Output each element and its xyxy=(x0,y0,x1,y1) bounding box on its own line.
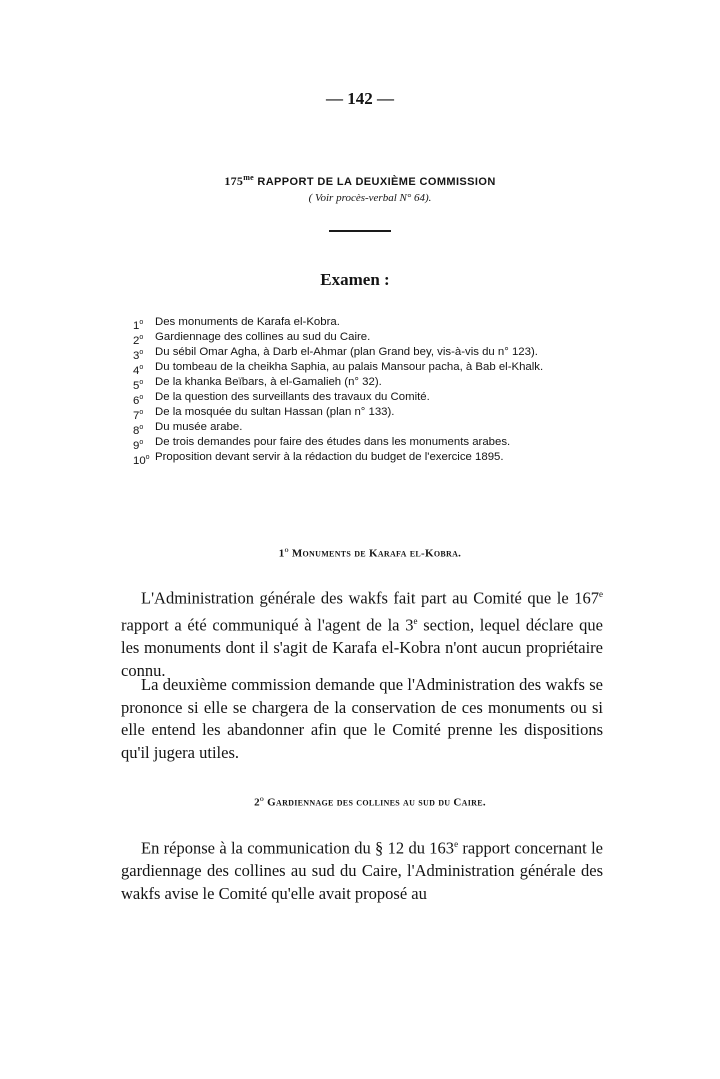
title-divider xyxy=(329,230,391,232)
list-item: 9$^o$ De trois demandes pour faire des études dans les monuments arabes. xyxy=(133,436,511,452)
page-number: — 142 — xyxy=(326,89,394,108)
examen-list xyxy=(133,315,603,465)
section-heading-karafa: 1$^o$ Monuments de Karafa el-Kobra. xyxy=(278,546,462,560)
list-item-text: Proposition devant servir à la rédaction du budget de l'exercice 1895. xyxy=(155,451,504,463)
list-item: 6$^o$ De la question des surveillants des travaux du Comité. xyxy=(133,391,430,407)
examen-heading: Examen : xyxy=(320,270,390,289)
section-heading-text: Gardiennage des collines au sud du Caire. xyxy=(267,796,486,809)
list-item: 10$^o$ Proposition devant servir à la rédaction du budget de l'exercice 1895. xyxy=(133,451,504,467)
list-item: 5$^o$ De la khanka Beïbars, à el-Gamalieh (n° 32). xyxy=(133,376,382,392)
list-item-text: Des monuments de Karafa el-Kobra. xyxy=(155,316,340,328)
list-item: 7$^o$ De la mosquée du sultan Hassan (plan n° 133). xyxy=(133,406,395,422)
list-item-text: Gardiennage des collines au sud du Caire. xyxy=(155,331,371,343)
section-heading-text: Monuments de Karafa el-Kobra. xyxy=(291,547,462,560)
list-item-text: De la mosquée du sultan Hassan (plan n° 133). xyxy=(155,406,395,418)
paragraph-karafa-2: La deuxième commission demande que l'Administration des wakfs se prononce si elle se chargera de la conservation de ces monuments ou si elle entend les abandonner afin que le Comité prenne les dispositions qu'il jugera utiles. xyxy=(121,675,603,762)
list-item: 3$^o$ Du sébil Omar Agha, à Darb el-Ahmar (plan Grand bey, vis-à-vis du n° 123). xyxy=(133,346,538,362)
section-heading-gardiennage: 2$^o$ Gardiennage des collines au sud du Caire. xyxy=(254,795,486,809)
list-item: 4$^o$ Du tombeau de la cheikha Saphia, au palais Mansour pacha, à Bab el-Khalk. xyxy=(133,361,544,377)
report-title xyxy=(0,173,720,189)
report-title-number: 175 xyxy=(224,174,244,188)
list-item: 1$^o$ Des monuments de Karafa el-Kobra. xyxy=(133,316,340,332)
list-item: 8$^o$ Du musée arabe. xyxy=(133,421,243,437)
paragraph-karafa-1: L'Administration générale des wakfs fait part au Comité que le 167e rapport a été communiqué à l'agent de la 3e section, lequel déclare que les monuments dont il s'agit de Karafa el-Kobra n'ont aucun propriétaire connu. xyxy=(121,588,603,680)
list-item-text: De la question des surveillants des travaux du Comité. xyxy=(155,391,430,403)
list-item-text: Du musée arabe. xyxy=(155,421,243,433)
report-reference: ( Voir procès-verbal N° 64). xyxy=(308,192,432,204)
list-item-text: De la khanka Beïbars, à el-Gamalieh (n° 32). xyxy=(155,376,382,388)
paragraph-gardiennage-1: En réponse à la communication du § 12 du 163e rapport concernant le gardiennage des collines au sud du Caire, l'Administration générale des wakfs avise le Comité qu'elle avait proposé au xyxy=(121,838,604,903)
list-item-text: Du tombeau de la cheikha Saphia, au palais Mansour pacha, à Bab el-Khalk. xyxy=(155,361,544,373)
report-title-text: RAPPORT DE LA DEUXIÈME COMMISSION xyxy=(257,176,496,188)
list-item-text: Du sébil Omar Agha, à Darb el-Ahmar (plan Grand bey, vis-à-vis du n° 123). xyxy=(155,346,538,358)
report-title-sup: me xyxy=(243,173,255,182)
list-item-text: De trois demandes pour faire des études dans les monuments arabes. xyxy=(155,436,511,448)
list-item: 2$^o$ Gardiennage des collines au sud du Caire. xyxy=(133,331,371,347)
